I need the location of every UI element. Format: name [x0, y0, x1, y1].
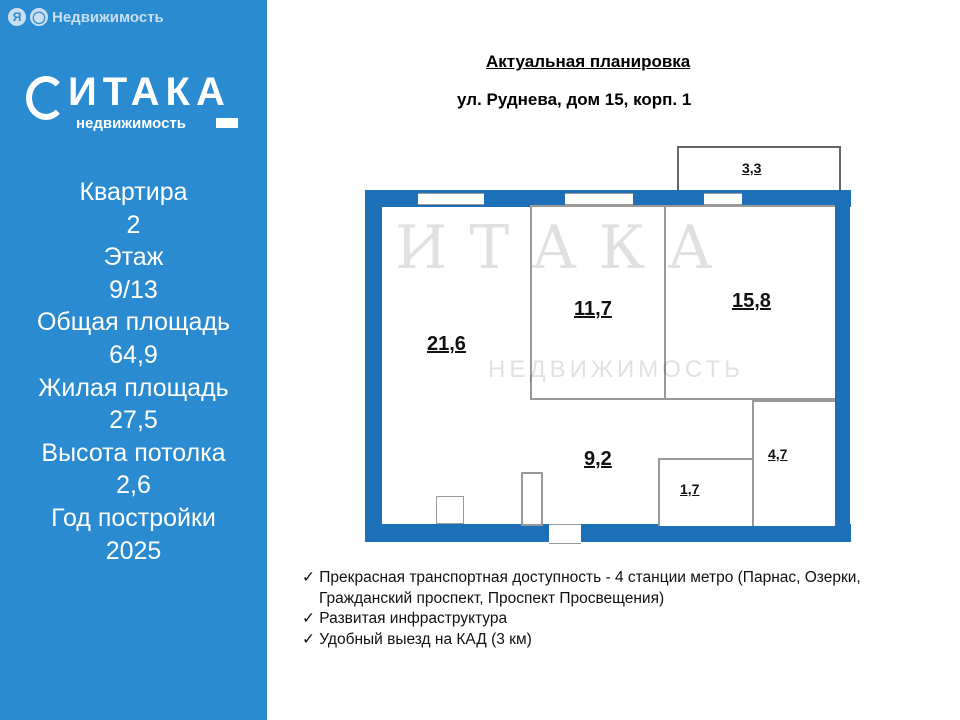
- watermark-subtitle: НЕДВИЖИМОСТЬ: [488, 356, 744, 383]
- yandex-realty-logo: Я ◯ Недвижимость: [8, 8, 164, 26]
- area-toilet: 1,7: [680, 481, 700, 497]
- features-list: [302, 568, 942, 650]
- area-bath: 4,7: [768, 446, 788, 462]
- agency-logo: ИТАКА недвижимость: [26, 72, 241, 136]
- area-room-large: 21,6: [427, 333, 466, 355]
- apartment-specs: Квартира 2 Этаж 9/13 Общая площадь 64,9 Жилая площадь 27,5 Высота потолка 2,6 Год постройки 2025: [36, 178, 231, 565]
- area-room-mid: 11,7: [574, 298, 612, 320]
- feature-item: ✓ Развитая инфраструктура: [302, 610, 508, 627]
- kitchen-cabinet: [521, 472, 543, 526]
- bathroom: [752, 400, 835, 526]
- info-panel: [0, 0, 267, 720]
- balcony-door: [704, 193, 742, 205]
- window: [418, 193, 484, 205]
- yandex-icon: Я: [8, 8, 26, 26]
- plan-title: Актуальная планировка: [486, 52, 691, 71]
- area-kitchen: 9,2: [584, 448, 612, 470]
- realty-icon: ◯: [30, 8, 48, 26]
- feature-item: ✓ Удобный выезд на КАД (3 км): [302, 630, 532, 648]
- area-room-right: 15,8: [732, 290, 771, 312]
- entrance-door: [549, 524, 581, 544]
- address: ул. Руднева, дом 15, корп. 1: [457, 90, 692, 109]
- window: [565, 193, 633, 205]
- toilet: [658, 458, 754, 526]
- feature-item: ✓ Прекрасная транспортная доступность - 4 станции метро (Парнас, Озерки, Гражданский проспект, Проспект Просвещения): [302, 569, 861, 607]
- watermark: ИТАКА: [395, 213, 735, 283]
- stove-icon: [436, 496, 464, 524]
- wave-logo-icon: [26, 76, 66, 120]
- area-balcony: 3,3: [742, 160, 762, 176]
